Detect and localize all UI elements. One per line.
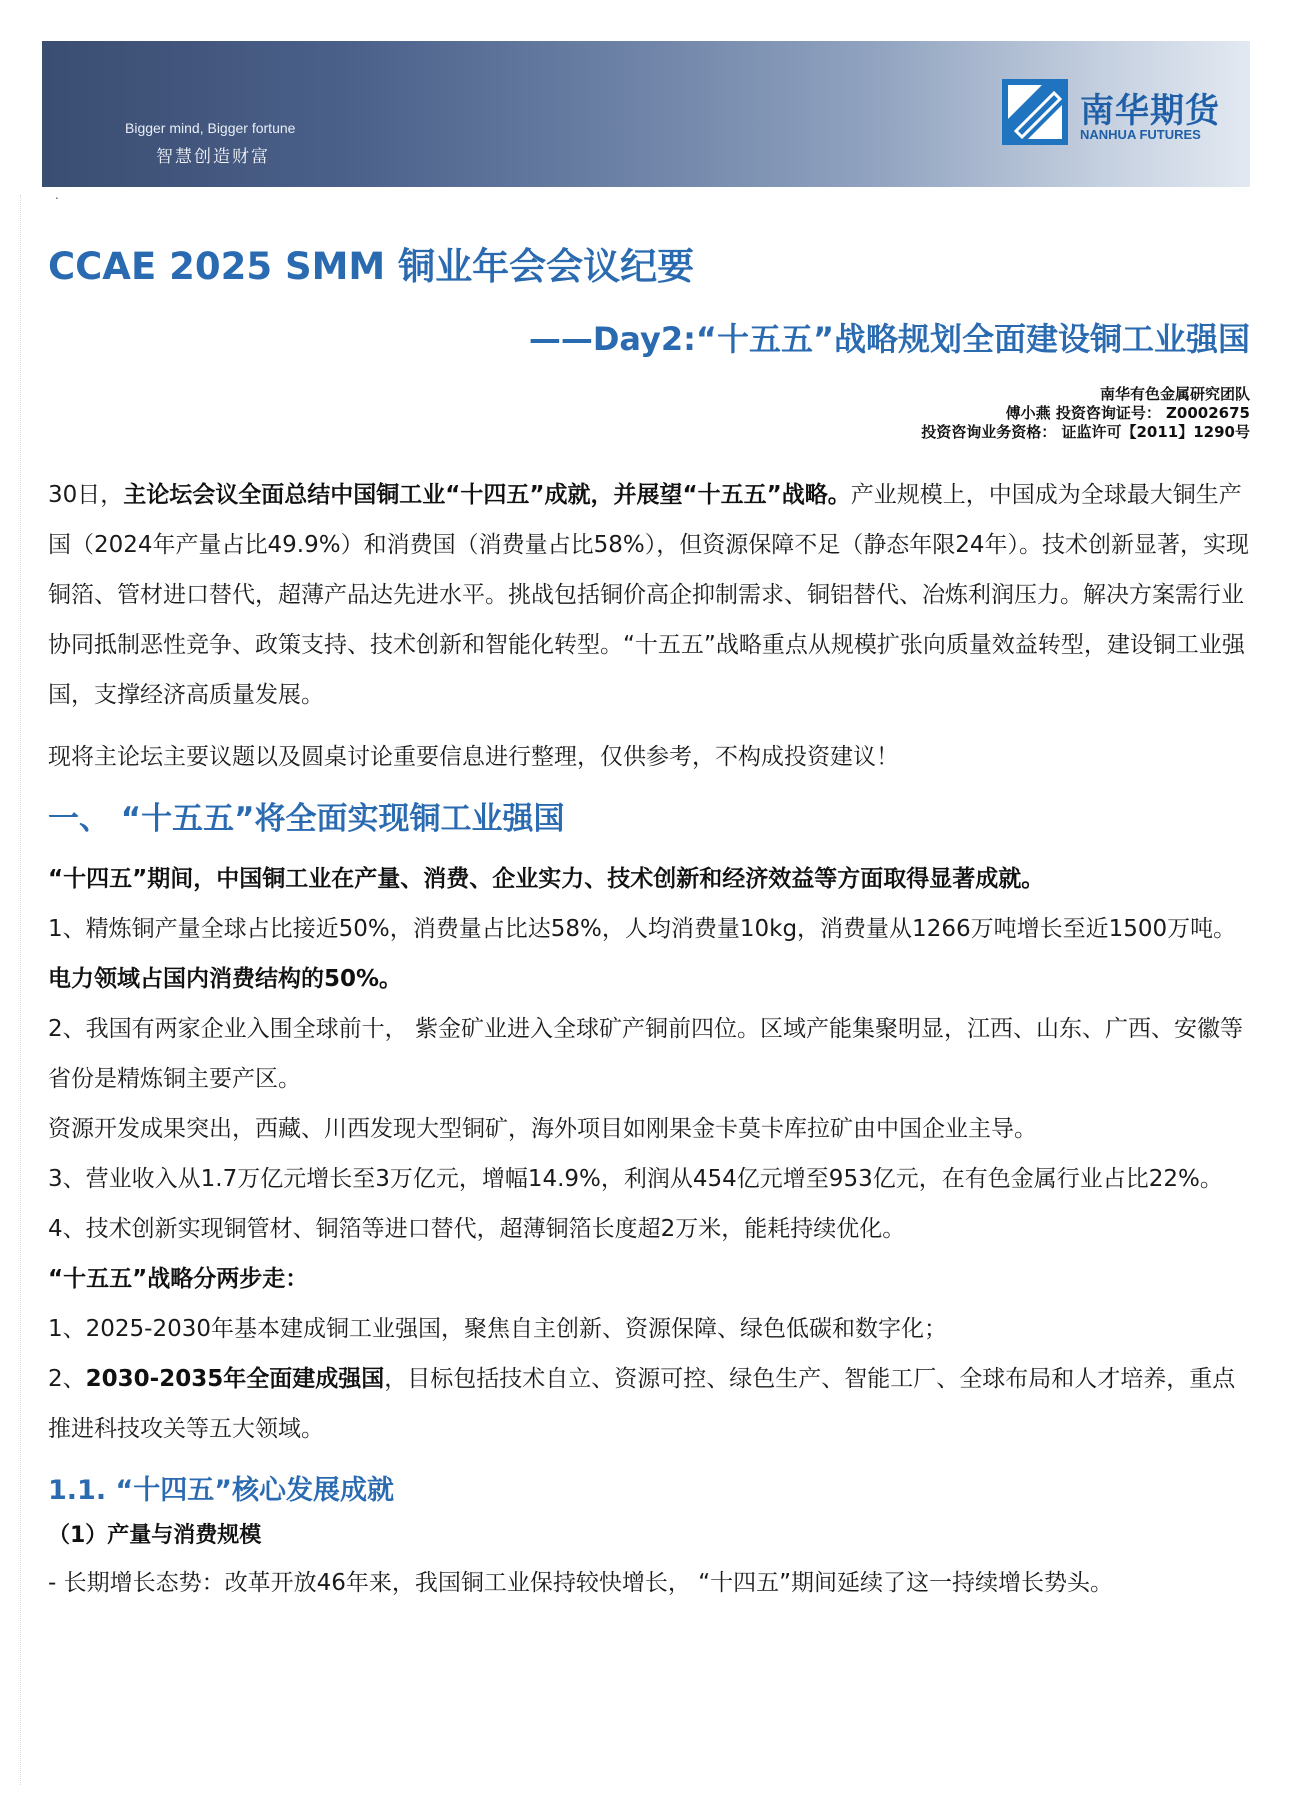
document-body	[48, 470, 1253, 1608]
logo-mark-icon	[1002, 79, 1068, 145]
slogan-chinese: 智慧创造财富	[156, 147, 270, 167]
section-1-heading: 一、 “十五五”将全面实现铜工业强国	[48, 801, 565, 837]
document-subtitle: ——Day2:“十五五”战略规划全面建设铜工业强国	[528, 320, 1250, 358]
item-3: 3、营业收入从1.7万亿元增长至3万亿元，增幅14.9%，利润从454亿元增至953亿元，在有色金属行业占比22%。	[48, 1166, 1223, 1192]
plan-step-2-emphasis: 2030-2035年全面建成强国	[85, 1366, 385, 1392]
logo-text-chinese: 南华期货	[1080, 91, 1220, 131]
section-1-lead	[48, 854, 1253, 904]
growth-line: - 长期增长态势：改革开放46年来，我国铜工业保持较快增长， “十四五”期间延续了这一持续增长势头。	[48, 1570, 1114, 1596]
plan-step-1: 1、2025-2030年基本建成铜工业强国，聚焦自主创新、资源保障、绿色低碳和数字化；	[48, 1316, 947, 1342]
subsection-heading: （1）产量与消费规模	[48, 1523, 262, 1548]
section-1-lead-text: “十四五”期间，中国铜工业在产量、消费、企业实力、技术创新和经济效益等方面取得显著成就。	[48, 866, 1045, 892]
author-block	[921, 385, 1250, 442]
intro-emphasis: 主论坛会议全面总结中国铜工业“十四五”成就，并展望“十五五”战略。	[123, 482, 851, 508]
item-2-extra: 资源开发成果突出，西藏、川西发现大型铜矿，海外项目如刚果金卡莫卡库拉矿由中国企业主导。	[48, 1116, 1037, 1142]
plan-step-2	[48, 1354, 1253, 1454]
plan-step-2-number: 2、	[48, 1366, 86, 1392]
item-1	[48, 904, 1253, 1004]
intro-body: 产业规模上，中国成为全球最大铜生产国（2024年产量占比49.9%）和消费国（消费量占比58%），但资源保障不足（静态年限24年）。技术创新显著，实现铜箔、管材进口替代，超薄产品达先进水平。挑战包括铜价高企抑制需求、铜铝替代、冶炼利润压力。解决方案需行业协同抵制恶性竞争、政策支持、技术创新和智能化转型。“十五五”战略重点从规模扩张向质量效益转型，建设铜工业强国，支撑经济高质量发展。	[48, 482, 1249, 708]
item-1-text: 1、精炼铜产量全球占比接近50%，消费量占比达58%，人均消费量10kg，消费量从1266万吨增长至近1500万吨。	[48, 916, 1237, 942]
section-1-1-heading: 1.1. “十四五”核心发展成就	[48, 1475, 394, 1506]
author-team: 南华有色金属研究团队	[1099, 385, 1250, 403]
intro-paragraph	[48, 470, 1253, 720]
item-1-emphasis: 电力领域占国内消费结构的50%。	[48, 966, 403, 992]
author-analyst: 傅小燕 投资咨询证号： Z0002675	[1005, 404, 1250, 422]
plan-lead-text: “十五五”战略分两步走：	[48, 1266, 309, 1292]
margin-rule	[20, 195, 22, 1785]
plan-lead	[48, 1254, 1253, 1304]
plan-step-2-text: ，目标包括技术自立、资源可控、绿色生产、智能工厂、全球布局和人才培养，重点推进科技攻关等五大领域。	[48, 1366, 1236, 1442]
page-marker: .	[55, 188, 59, 202]
header-banner	[42, 41, 1250, 187]
company-logo	[1002, 79, 1232, 149]
author-license: 投资咨询业务资格： 证监许可【2011】1290号	[921, 423, 1250, 441]
slogan-english: Bigger mind, Bigger fortune	[125, 120, 296, 136]
item-2: 2、我国有两家企业入围全球前十， 紫金矿业进入全球矿产铜前四位。区域产能集聚明显，江西、山东、广西、安徽等省份是精炼铜主要产区。	[48, 1016, 1243, 1092]
item-4: 4、技术创新实现铜管材、铜箔等进口替代，超薄铜箔长度超2万米，能耗持续优化。	[48, 1216, 906, 1242]
document-title: CCAE 2025 SMM 铜业年会会议纪要	[48, 245, 695, 288]
logo-text-english: NANHUA FUTURES	[1080, 127, 1201, 142]
intro-date: 30日，	[48, 482, 124, 508]
disclaimer-paragraph: 现将主论坛主要议题以及圆桌讨论重要信息进行整理，仅供参考，不构成投资建议！	[48, 744, 899, 770]
